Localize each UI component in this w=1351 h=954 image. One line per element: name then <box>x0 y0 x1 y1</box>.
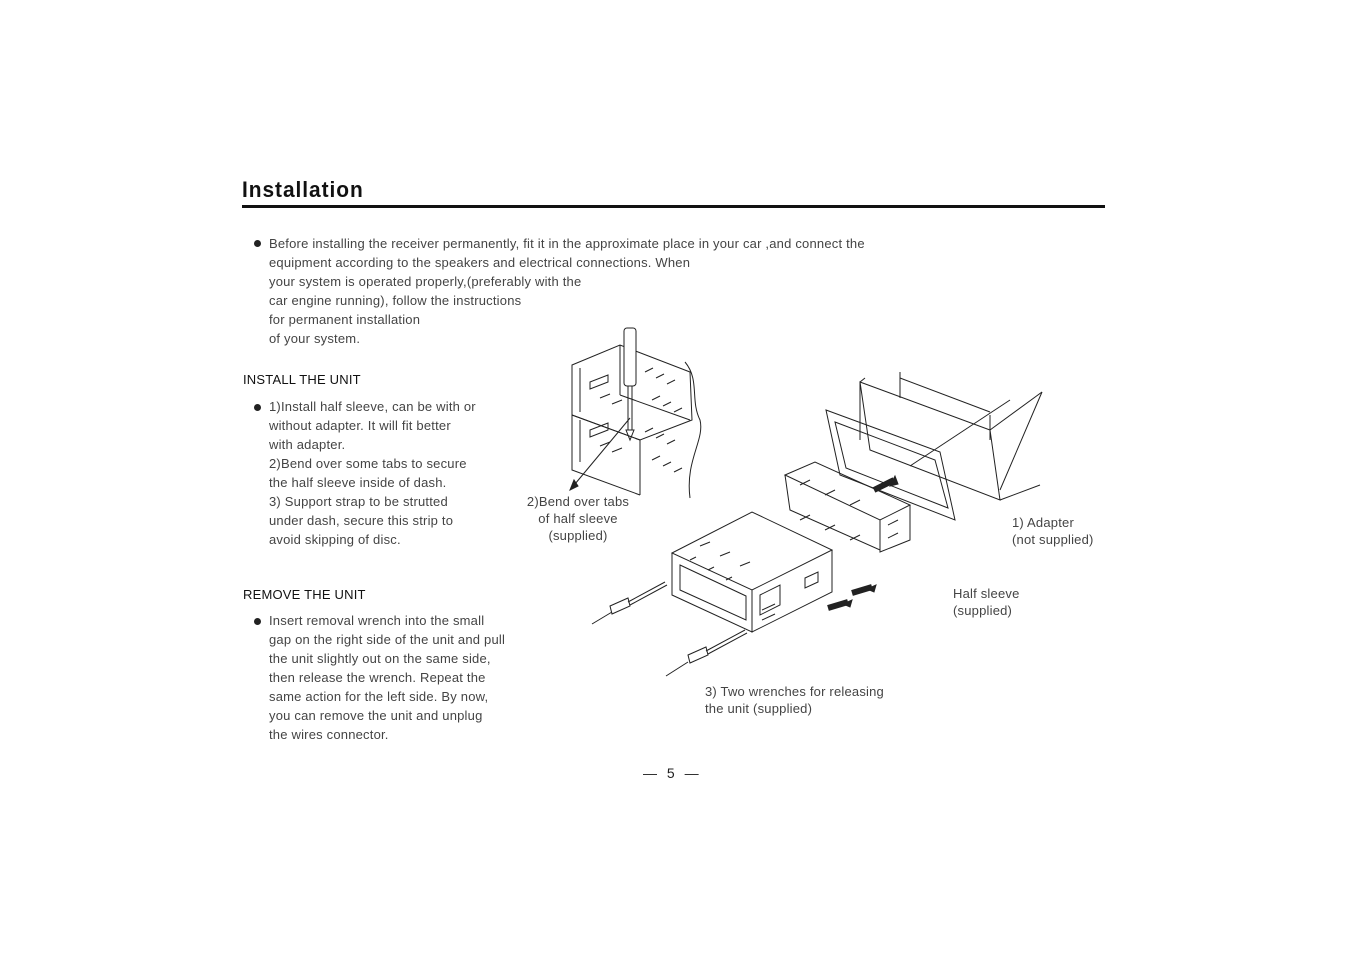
install-line: 2)Bend over some tabs to secure <box>269 456 467 471</box>
intro-line: for permanent installation <box>269 312 421 327</box>
intro-line: equipment according to the speakers and electrical connections. When <box>269 255 691 270</box>
page-number-dash: — <box>643 765 657 781</box>
half-sleeve-label: Half sleeve (supplied) <box>953 586 1020 618</box>
install-heading: INSTALL THE UNIT <box>243 372 361 387</box>
wrench-illustration <box>666 630 747 676</box>
page-number-value: 5 <box>666 765 675 781</box>
remove-line: then release the wrench. Repeat the <box>269 670 486 685</box>
intro-line: your system is operated properly,(preferably with the <box>269 274 582 289</box>
install-line: avoid skipping of disc. <box>269 532 401 547</box>
install-line: under dash, secure this strip to <box>269 513 454 528</box>
install-line: 3) Support strap to be strutted <box>269 494 448 509</box>
install-line: the half sleeve inside of dash. <box>269 475 447 490</box>
remove-line: same action for the left side. By now, <box>269 689 489 704</box>
remove-line: Insert removal wrench into the small <box>269 613 485 628</box>
page-number <box>643 765 699 781</box>
install-line: 1)Install half sleeve, can be with or <box>269 399 476 414</box>
page-number-dash: — <box>684 765 699 781</box>
remove-line: gap on the right side of the unit and pull <box>269 632 506 647</box>
install-line: with adapter. <box>269 437 346 452</box>
half-sleeve-illustration <box>785 462 910 552</box>
wrench-illustration <box>592 582 667 624</box>
adapter-label: 1) Adapter (not supplied) <box>1012 515 1094 547</box>
bend-tabs-label: 2)Bend over tabs of half sleeve (supplied) <box>526 494 630 543</box>
remove-line: you can remove the unit and unplug <box>269 708 483 723</box>
intro-line: Before installing the receiver permanently, fit it in the approximate place in your car ,and connect the <box>269 236 865 251</box>
wrenches-label: 3) Two wrenches for releasing the unit (supplied) <box>705 684 884 716</box>
intro-line: of your system. <box>269 331 361 346</box>
page-title: Installation <box>242 177 364 202</box>
install-line: without adapter. It will fit better <box>269 418 451 433</box>
remove-line: the wires connector. <box>269 727 389 742</box>
remove-line: the unit slightly out on the same side, <box>269 651 491 666</box>
intro-line: car engine running), follow the instructions <box>269 293 522 308</box>
car-receiver-unit-illustration <box>672 512 832 632</box>
remove-heading: REMOVE THE UNIT <box>243 587 366 602</box>
